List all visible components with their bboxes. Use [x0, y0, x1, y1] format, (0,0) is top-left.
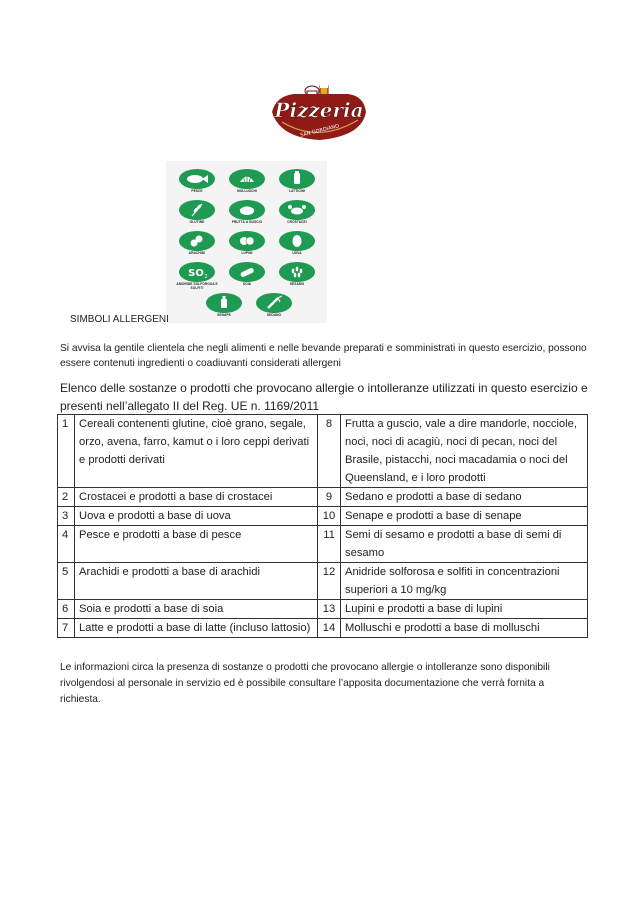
allergen-table	[57, 414, 588, 638]
logo-subtitle: SAN GORDIANO	[299, 123, 340, 139]
allergen-peanuts: ARACHIDI	[170, 231, 224, 256]
celery-icon	[256, 293, 292, 313]
allergen-egg: UOVA	[270, 231, 324, 256]
egg-icon	[279, 231, 315, 251]
allergen-info-footer: Le informazioni circa la presenza di sostanze o prodotti che provocano allergie o intolleranze sono disponibili rivolgendosi al personale in servizio ed è possibile consultare l’apposita documentazione che verrà fornita a richiesta.	[60, 662, 550, 705]
allergen-list-intro: Elenco delle sostanze o prodotti che provocano allergie o intolleranze utilizzati in questo esercizio e presenti nell’allegato II del Reg. UE n. 1169/2011	[60, 381, 588, 413]
table-row: 1 Cereali contenenti glutine, cioè grano, segale, orzo, avena, farro, kamut o i loro ceppi derivati e prodotti derivati 8 Frutta a guscio, vale a dire mandorle, nocciole, noci, noci di acagiù, noci di pecan, noci del Brasile, pistacchi, noci macadamia o noci del Queensland, e i loro prodotti	[58, 415, 588, 488]
table-row: 2 Crostacei e prodotti a base di crostacei 9 Sedano e prodotti a base di sedano	[58, 488, 588, 507]
pizzeria-logo	[268, 82, 370, 142]
allergen-lupin: LUPINI	[220, 231, 274, 256]
crab-icon	[279, 200, 315, 220]
soy-icon	[229, 262, 265, 282]
so2-icon	[179, 262, 215, 282]
allergen-soy: SOIA	[220, 262, 274, 287]
logo-name: Pizzeria	[274, 98, 364, 122]
allergen-symbols-caption: SIMBOLI ALLERGENI	[70, 314, 169, 325]
svg-text:2: 2	[204, 274, 208, 280]
nuts-icon	[229, 200, 265, 220]
table-row: 5 Arachidi e prodotti a base di arachidi 12 Anidride solforosa e solfiti in concentrazioni superiori a 10 mg/kg	[58, 563, 588, 600]
table-row: 4 Pesce e prodotti a base di pesce 11 Semi di sesamo e prodotti a base di semi di sesamo	[58, 526, 588, 563]
allergen-shellfish: MOLLUSCHI	[220, 169, 274, 194]
allergen-sulphites: SO 2 ANIDRIDE SOLFOROSA E SOLFITI	[170, 262, 224, 290]
allergen-nuts: FRUTTA A GUSCIO	[220, 200, 274, 225]
peanut-icon	[179, 231, 215, 251]
table-row: 7 Latte e prodotti a base di latte (incluso lattosio) 14 Molluschi e prodotti a base di molluschi	[58, 619, 588, 638]
shell-icon	[229, 169, 265, 189]
sesame-icon	[279, 262, 315, 282]
milk-icon	[279, 169, 315, 189]
allergen-symbols-panel	[166, 161, 327, 323]
table-row: 3 Uova e prodotti a base di uova 10 Senape e prodotti a base di senape	[58, 507, 588, 526]
lupin-icon	[229, 231, 265, 251]
mustard-icon	[206, 293, 242, 313]
allergen-mustard: SENAPE	[197, 293, 251, 318]
allergen-notice: Si avvisa la gentile clientela che negli alimenti e nelle bevande preparati e somministrati in questo esercizio, possono essere contenuti ingredienti o coadiuvanti considerati allergeni	[60, 343, 587, 369]
fish-icon	[179, 169, 215, 189]
svg-text:SO: SO	[188, 268, 204, 279]
allergen-crustaceans: CROSTACEI	[270, 200, 324, 225]
allergen-gluten: GLUTINE	[170, 200, 224, 225]
allergen-dairy: LATTICINI	[270, 169, 324, 194]
table-row: 6 Soia e prodotti a base di soia 13 Lupini e prodotti a base di lupini	[58, 600, 588, 619]
allergen-fish: PESCE	[170, 169, 224, 194]
allergen-celery: SEDANO	[247, 293, 301, 318]
allergen-sesame: SESAMO	[270, 262, 324, 287]
wheat-icon	[179, 200, 215, 220]
